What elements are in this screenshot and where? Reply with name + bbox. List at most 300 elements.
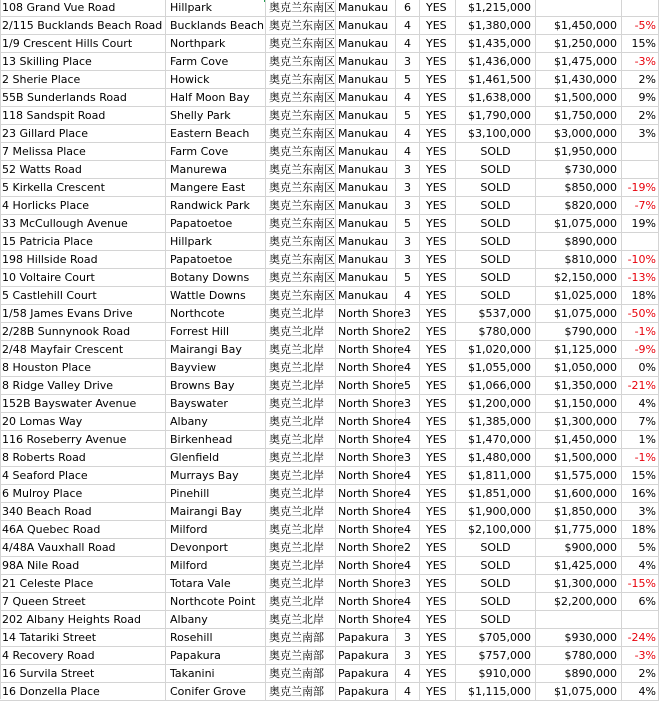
price-cell[interactable]: SOLD [456,575,536,593]
flag-cell[interactable]: YES [420,305,456,323]
bedrooms-cell[interactable]: 4 [396,557,420,575]
zh-region-cell[interactable]: 奥克兰东南区 [266,71,336,89]
zh-region-cell[interactable]: 奥克兰南部 [266,683,336,701]
region-cell[interactable]: Manukau [336,71,396,89]
address-cell[interactable]: 52 Watts Road [0,161,166,179]
region-cell[interactable]: Manukau [336,251,396,269]
price-cell[interactable]: SOLD [456,557,536,575]
flag-cell[interactable]: YES [420,323,456,341]
valuation-cell[interactable]: $1,575,000 [536,467,622,485]
price-cell[interactable]: $1,470,000 [456,431,536,449]
bedrooms-cell[interactable]: 5 [396,71,420,89]
address-cell[interactable]: 6 Mulroy Place [0,485,166,503]
change-cell[interactable]: -19% [622,179,659,197]
zh-region-cell[interactable]: 奥克兰东南区 [266,251,336,269]
bedrooms-cell[interactable]: 3 [396,233,420,251]
valuation-cell[interactable]: $1,425,000 [536,557,622,575]
price-cell[interactable]: $1,811,000 [456,467,536,485]
address-cell[interactable]: 21 Celeste Place [0,575,166,593]
zh-region-cell[interactable]: 奥克兰北岸 [266,593,336,611]
bedrooms-cell[interactable]: 4 [396,467,420,485]
price-cell[interactable]: $1,055,000 [456,359,536,377]
address-cell[interactable]: 55B Sunderlands Road [0,89,166,107]
zh-region-cell[interactable]: 奥克兰东南区 [266,179,336,197]
valuation-cell[interactable]: $780,000 [536,647,622,665]
price-cell[interactable]: SOLD [456,593,536,611]
flag-cell[interactable]: YES [420,0,456,17]
change-cell[interactable]: 3% [622,125,659,143]
region-cell[interactable]: Manukau [336,287,396,305]
region-cell[interactable]: Papakura [336,665,396,683]
change-cell[interactable]: -21% [622,377,659,395]
address-cell[interactable]: 33 McCullough Avenue [0,215,166,233]
region-cell[interactable]: Manukau [336,53,396,71]
suburb-cell[interactable]: Farm Cove [166,143,266,161]
valuation-cell[interactable]: $730,000 [536,161,622,179]
flag-cell[interactable]: YES [420,539,456,557]
region-cell[interactable]: North Shore [336,557,396,575]
change-cell[interactable]: 16% [622,485,659,503]
region-cell[interactable]: North Shore [336,359,396,377]
region-cell[interactable]: North Shore [336,575,396,593]
valuation-cell[interactable]: $2,200,000 [536,593,622,611]
price-cell[interactable]: SOLD [456,179,536,197]
valuation-cell[interactable]: $2,150,000 [536,269,622,287]
price-cell[interactable]: $1,115,000 [456,683,536,701]
address-cell[interactable]: 340 Beach Road [0,503,166,521]
address-cell[interactable]: 1/9 Crescent Hills Court [0,35,166,53]
flag-cell[interactable]: YES [420,395,456,413]
suburb-cell[interactable]: Mangere East [166,179,266,197]
valuation-cell[interactable]: $1,350,000 [536,377,622,395]
change-cell[interactable]: -5% [622,17,659,35]
zh-region-cell[interactable]: 奥克兰南部 [266,647,336,665]
suburb-cell[interactable]: Forrest Hill [166,323,266,341]
price-cell[interactable]: $1,435,000 [456,35,536,53]
region-cell[interactable]: North Shore [336,341,396,359]
valuation-cell[interactable]: $930,000 [536,629,622,647]
bedrooms-cell[interactable]: 5 [396,377,420,395]
zh-region-cell[interactable]: 奥克兰东南区 [266,287,336,305]
flag-cell[interactable]: YES [420,251,456,269]
flag-cell[interactable]: YES [420,35,456,53]
suburb-cell[interactable]: Devonport [166,539,266,557]
bedrooms-cell[interactable]: 4 [396,521,420,539]
flag-cell[interactable]: YES [420,341,456,359]
change-cell[interactable]: -15% [622,575,659,593]
zh-region-cell[interactable]: 奥克兰东南区 [266,89,336,107]
price-cell[interactable]: $705,000 [456,629,536,647]
bedrooms-cell[interactable]: 4 [396,287,420,305]
region-cell[interactable]: North Shore [336,413,396,431]
region-cell[interactable]: Manukau [336,0,396,17]
flag-cell[interactable]: YES [420,233,456,251]
flag-cell[interactable]: YES [420,71,456,89]
flag-cell[interactable]: YES [420,17,456,35]
change-cell[interactable]: -13% [622,269,659,287]
suburb-cell[interactable]: Glenfield [166,449,266,467]
zh-region-cell[interactable]: 奥克兰北岸 [266,377,336,395]
zh-region-cell[interactable]: 奥克兰北岸 [266,395,336,413]
bedrooms-cell[interactable]: 3 [396,305,420,323]
region-cell[interactable]: Manukau [336,179,396,197]
price-cell[interactable]: $1,215,000 [456,0,536,17]
address-cell[interactable]: 14 Tatariki Street [0,629,166,647]
flag-cell[interactable]: YES [420,413,456,431]
flag-cell[interactable]: YES [420,557,456,575]
address-cell[interactable]: 4/48A Vauxhall Road [0,539,166,557]
bedrooms-cell[interactable]: 4 [396,341,420,359]
zh-region-cell[interactable]: 奥克兰北岸 [266,323,336,341]
valuation-cell[interactable]: $1,500,000 [536,89,622,107]
change-cell[interactable]: -1% [622,323,659,341]
valuation-cell[interactable]: $1,050,000 [536,359,622,377]
zh-region-cell[interactable]: 奥克兰东南区 [266,215,336,233]
address-cell[interactable]: 2 Sherie Place [0,71,166,89]
change-cell[interactable]: 0% [622,359,659,377]
zh-region-cell[interactable]: 奥克兰南部 [266,629,336,647]
price-cell[interactable]: $1,436,000 [456,53,536,71]
bedrooms-cell[interactable]: 4 [396,35,420,53]
region-cell[interactable]: Manukau [336,161,396,179]
suburb-cell[interactable]: Bayswater [166,395,266,413]
suburb-cell[interactable]: Conifer Grove [166,683,266,701]
price-cell[interactable]: $1,200,000 [456,395,536,413]
change-cell[interactable]: 3% [622,503,659,521]
flag-cell[interactable]: YES [420,179,456,197]
region-cell[interactable]: Papakura [336,647,396,665]
address-cell[interactable]: 16 Survila Street [0,665,166,683]
suburb-cell[interactable]: Shelly Park [166,107,266,125]
zh-region-cell[interactable]: 奥克兰东南区 [266,143,336,161]
suburb-cell[interactable]: Milford [166,521,266,539]
valuation-cell[interactable]: $1,450,000 [536,17,622,35]
region-cell[interactable]: North Shore [336,593,396,611]
change-cell[interactable]: -50% [622,305,659,323]
flag-cell[interactable]: YES [420,647,456,665]
bedrooms-cell[interactable]: 2 [396,539,420,557]
bedrooms-cell[interactable]: 4 [396,125,420,143]
change-cell[interactable]: -24% [622,629,659,647]
address-cell[interactable]: 2/48 Mayfair Crescent [0,341,166,359]
suburb-cell[interactable]: Bayview [166,359,266,377]
valuation-cell[interactable]: $1,075,000 [536,305,622,323]
region-cell[interactable]: North Shore [336,521,396,539]
flag-cell[interactable]: YES [420,125,456,143]
suburb-cell[interactable]: Albany [166,611,266,629]
change-cell[interactable]: 18% [622,287,659,305]
zh-region-cell[interactable]: 奥克兰东南区 [266,233,336,251]
suburb-cell[interactable]: Hillpark [166,233,266,251]
suburb-cell[interactable]: Pinehill [166,485,266,503]
zh-region-cell[interactable]: 奥克兰东南区 [266,0,336,17]
zh-region-cell[interactable]: 奥克兰北岸 [266,305,336,323]
address-cell[interactable]: 20 Lomas Way [0,413,166,431]
price-cell[interactable]: SOLD [456,233,536,251]
valuation-cell[interactable] [536,611,622,629]
price-cell[interactable]: $1,790,000 [456,107,536,125]
region-cell[interactable]: Papakura [336,629,396,647]
price-cell[interactable]: $1,638,000 [456,89,536,107]
region-cell[interactable]: North Shore [336,539,396,557]
flag-cell[interactable]: YES [420,287,456,305]
zh-region-cell[interactable]: 奥克兰北岸 [266,575,336,593]
valuation-cell[interactable]: $1,850,000 [536,503,622,521]
valuation-cell[interactable]: $1,075,000 [536,215,622,233]
change-cell[interactable]: 4% [622,683,659,701]
address-cell[interactable]: 198 Hillside Road [0,251,166,269]
address-cell[interactable]: 4 Seaford Place [0,467,166,485]
suburb-cell[interactable]: Browns Bay [166,377,266,395]
flag-cell[interactable]: YES [420,467,456,485]
zh-region-cell[interactable]: 奥克兰北岸 [266,611,336,629]
region-cell[interactable]: North Shore [336,323,396,341]
price-cell[interactable]: $3,100,000 [456,125,536,143]
flag-cell[interactable]: YES [420,431,456,449]
zh-region-cell[interactable]: 奥克兰东南区 [266,125,336,143]
zh-region-cell[interactable]: 奥克兰东南区 [266,35,336,53]
price-cell[interactable]: $1,020,000 [456,341,536,359]
change-cell[interactable]: 6% [622,593,659,611]
flag-cell[interactable]: YES [420,629,456,647]
bedrooms-cell[interactable]: 2 [396,323,420,341]
change-cell[interactable]: 15% [622,467,659,485]
bedrooms-cell[interactable]: 5 [396,215,420,233]
flag-cell[interactable]: YES [420,683,456,701]
bedrooms-cell[interactable]: 3 [396,647,420,665]
flag-cell[interactable]: YES [420,485,456,503]
flag-cell[interactable]: YES [420,377,456,395]
flag-cell[interactable]: YES [420,269,456,287]
price-cell[interactable]: $910,000 [456,665,536,683]
flag-cell[interactable]: YES [420,143,456,161]
suburb-cell[interactable]: Albany [166,413,266,431]
price-cell[interactable]: $1,900,000 [456,503,536,521]
valuation-cell[interactable]: $1,950,000 [536,143,622,161]
region-cell[interactable]: North Shore [336,395,396,413]
address-cell[interactable]: 152B Bayswater Avenue [0,395,166,413]
address-cell[interactable]: 116 Roseberry Avenue [0,431,166,449]
change-cell[interactable]: 7% [622,413,659,431]
region-cell[interactable]: Manukau [336,17,396,35]
address-cell[interactable]: 4 Horlicks Place [0,197,166,215]
price-cell[interactable]: SOLD [456,269,536,287]
flag-cell[interactable]: YES [420,593,456,611]
price-cell[interactable]: $757,000 [456,647,536,665]
valuation-cell[interactable]: $1,475,000 [536,53,622,71]
price-cell[interactable]: SOLD [456,161,536,179]
suburb-cell[interactable]: Wattle Downs [166,287,266,305]
suburb-cell[interactable]: Northcote Point [166,593,266,611]
valuation-cell[interactable]: $1,300,000 [536,575,622,593]
change-cell[interactable]: -7% [622,197,659,215]
address-cell[interactable]: 7 Queen Street [0,593,166,611]
suburb-cell[interactable]: Murrays Bay [166,467,266,485]
bedrooms-cell[interactable]: 4 [396,485,420,503]
zh-region-cell[interactable]: 奥克兰北岸 [266,413,336,431]
change-cell[interactable]: 2% [622,107,659,125]
valuation-cell[interactable]: $1,450,000 [536,431,622,449]
zh-region-cell[interactable]: 奥克兰北岸 [266,341,336,359]
region-cell[interactable]: North Shore [336,503,396,521]
bedrooms-cell[interactable]: 4 [396,683,420,701]
region-cell[interactable]: North Shore [336,467,396,485]
zh-region-cell[interactable]: 奥克兰东南区 [266,107,336,125]
change-cell[interactable]: -1% [622,449,659,467]
valuation-cell[interactable]: $1,075,000 [536,683,622,701]
suburb-cell[interactable]: Totara Vale [166,575,266,593]
address-cell[interactable]: 8 Ridge Valley Drive [0,377,166,395]
region-cell[interactable]: Manukau [336,35,396,53]
flag-cell[interactable]: YES [420,53,456,71]
flag-cell[interactable]: YES [420,521,456,539]
address-cell[interactable]: 8 Houston Place [0,359,166,377]
price-cell[interactable]: $1,066,000 [456,377,536,395]
zh-region-cell[interactable]: 奥克兰东南区 [266,269,336,287]
change-cell[interactable]: -10% [622,251,659,269]
suburb-cell[interactable]: Mairangi Bay [166,503,266,521]
bedrooms-cell[interactable]: 3 [396,629,420,647]
address-cell[interactable]: 4 Recovery Road [0,647,166,665]
address-cell[interactable]: 2/115 Bucklands Beach Road [0,17,166,35]
zh-region-cell[interactable]: 奥克兰北岸 [266,449,336,467]
region-cell[interactable]: Manukau [336,233,396,251]
address-cell[interactable]: 108 Grand Vue Road [0,0,166,17]
valuation-cell[interactable]: $1,750,000 [536,107,622,125]
change-cell[interactable]: 2% [622,665,659,683]
bedrooms-cell[interactable]: 4 [396,413,420,431]
zh-region-cell[interactable]: 奥克兰北岸 [266,521,336,539]
change-cell[interactable]: 1% [622,431,659,449]
region-cell[interactable]: Manukau [336,197,396,215]
bedrooms-cell[interactable]: 3 [396,161,420,179]
change-cell[interactable]: 18% [622,521,659,539]
valuation-cell[interactable]: $1,250,000 [536,35,622,53]
change-cell[interactable]: 2% [622,71,659,89]
change-cell[interactable]: -3% [622,647,659,665]
zh-region-cell[interactable]: 奥克兰北岸 [266,557,336,575]
suburb-cell[interactable]: Randwick Park [166,197,266,215]
region-cell[interactable]: Manukau [336,125,396,143]
valuation-cell[interactable]: $820,000 [536,197,622,215]
address-cell[interactable]: 2/28B Sunnynook Road [0,323,166,341]
flag-cell[interactable]: YES [420,161,456,179]
price-cell[interactable]: SOLD [456,197,536,215]
suburb-cell[interactable]: Mairangi Bay [166,341,266,359]
change-cell[interactable]: 15% [622,35,659,53]
valuation-cell[interactable] [536,0,622,17]
bedrooms-cell[interactable]: 3 [396,53,420,71]
address-cell[interactable]: 118 Sandspit Road [0,107,166,125]
valuation-cell[interactable]: $1,775,000 [536,521,622,539]
zh-region-cell[interactable]: 奥克兰东南区 [266,197,336,215]
change-cell[interactable]: 4% [622,557,659,575]
valuation-cell[interactable]: $810,000 [536,251,622,269]
valuation-cell[interactable]: $1,430,000 [536,71,622,89]
price-cell[interactable]: $537,000 [456,305,536,323]
bedrooms-cell[interactable]: 5 [396,107,420,125]
region-cell[interactable]: Papakura [336,683,396,701]
address-cell[interactable]: 8 Roberts Road [0,449,166,467]
suburb-cell[interactable]: Manurewa [166,161,266,179]
flag-cell[interactable]: YES [420,503,456,521]
valuation-cell[interactable]: $890,000 [536,233,622,251]
bedrooms-cell[interactable]: 4 [396,503,420,521]
region-cell[interactable]: Manukau [336,269,396,287]
change-cell[interactable]: -3% [622,53,659,71]
suburb-cell[interactable]: Bucklands Beach [166,17,266,35]
change-cell[interactable]: 4% [622,395,659,413]
region-cell[interactable]: North Shore [336,431,396,449]
valuation-cell[interactable]: $1,500,000 [536,449,622,467]
suburb-cell[interactable]: Northcote [166,305,266,323]
valuation-cell[interactable]: $1,125,000 [536,341,622,359]
address-cell[interactable]: 46A Quebec Road [0,521,166,539]
zh-region-cell[interactable]: 奥克兰北岸 [266,359,336,377]
flag-cell[interactable]: YES [420,215,456,233]
zh-region-cell[interactable]: 奥克兰东南区 [266,53,336,71]
zh-region-cell[interactable]: 奥克兰东南区 [266,161,336,179]
zh-region-cell[interactable]: 奥克兰北岸 [266,467,336,485]
bedrooms-cell[interactable]: 4 [396,665,420,683]
bedrooms-cell[interactable]: 3 [396,449,420,467]
zh-region-cell[interactable]: 奥克兰北岸 [266,431,336,449]
address-cell[interactable]: 16 Donzella Place [0,683,166,701]
change-cell[interactable]: 19% [622,215,659,233]
valuation-cell[interactable]: $1,150,000 [536,395,622,413]
price-cell[interactable]: SOLD [456,287,536,305]
bedrooms-cell[interactable]: 3 [396,395,420,413]
address-cell[interactable]: 5 Kirkella Crescent [0,179,166,197]
valuation-cell[interactable]: $850,000 [536,179,622,197]
region-cell[interactable]: North Shore [336,305,396,323]
bedrooms-cell[interactable]: 3 [396,197,420,215]
zh-region-cell[interactable]: 奥克兰北岸 [266,539,336,557]
address-cell[interactable]: 5 Castlehill Court [0,287,166,305]
valuation-cell[interactable]: $1,600,000 [536,485,622,503]
valuation-cell[interactable]: $890,000 [536,665,622,683]
region-cell[interactable]: North Shore [336,377,396,395]
suburb-cell[interactable]: Eastern Beach [166,125,266,143]
bedrooms-cell[interactable]: 4 [396,17,420,35]
suburb-cell[interactable]: Milford [166,557,266,575]
suburb-cell[interactable]: Botany Downs [166,269,266,287]
valuation-cell[interactable]: $1,300,000 [536,413,622,431]
suburb-cell[interactable]: Howick [166,71,266,89]
zh-region-cell[interactable]: 奥克兰东南区 [266,17,336,35]
address-cell[interactable]: 1/58 James Evans Drive [0,305,166,323]
change-cell[interactable] [622,161,659,179]
price-cell[interactable]: $2,100,000 [456,521,536,539]
price-cell[interactable]: SOLD [456,251,536,269]
address-cell[interactable]: 202 Albany Heights Road [0,611,166,629]
price-cell[interactable]: SOLD [456,611,536,629]
region-cell[interactable]: Manukau [336,143,396,161]
price-cell[interactable]: $1,480,000 [456,449,536,467]
region-cell[interactable]: North Shore [336,485,396,503]
change-cell[interactable] [622,143,659,161]
price-cell[interactable]: $1,851,000 [456,485,536,503]
region-cell[interactable]: Manukau [336,107,396,125]
price-cell[interactable]: SOLD [456,215,536,233]
address-cell[interactable]: 98A Nile Road [0,557,166,575]
bedrooms-cell[interactable]: 4 [396,143,420,161]
flag-cell[interactable]: YES [420,665,456,683]
valuation-cell[interactable]: $3,000,000 [536,125,622,143]
address-cell[interactable]: 15 Patricia Place [0,233,166,251]
address-cell[interactable]: 7 Melissa Place [0,143,166,161]
suburb-cell[interactable]: Papatoetoe [166,215,266,233]
